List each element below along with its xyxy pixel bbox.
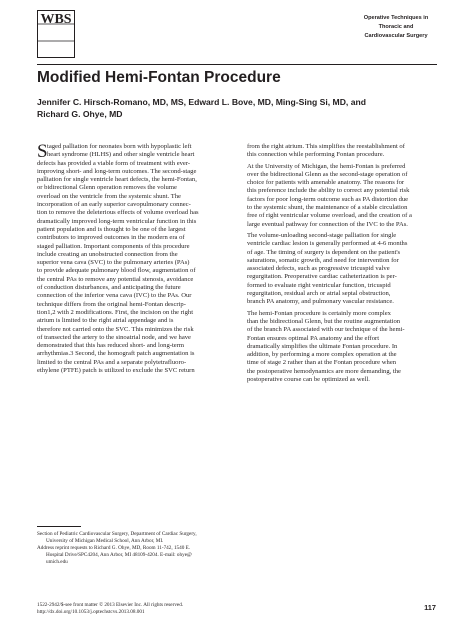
text-line: regurgitation, residual arch or atrial septal obstruction, [247, 290, 391, 298]
footnote-line: umich.edu [46, 558, 68, 565]
text-line: demonstrated that this has reduced short- and long-term [37, 342, 185, 350]
text-line: this connection while performing Fontan procedure. [247, 151, 385, 159]
article-title: Modified Hemi-Fontan Procedure [37, 69, 281, 86]
text-line: include creating an unobstructed connection from the [37, 250, 178, 258]
journal-line-3: Cardiovascular Surgery [364, 33, 428, 40]
text-line: from the right atrium. This simplifies the reestablishment of [247, 143, 405, 150]
text-line: the postoperative hemodynamics are more demanding, the [247, 367, 401, 375]
text-line: than the bidirectional Glenn, but the routine augmentation [247, 317, 401, 325]
text-line: therefore not carried onto the SVC. This minimizes the risk [37, 325, 194, 333]
text-line: saturations, somatic growth, and need for intervention for [247, 256, 399, 264]
text-line: defects has provided a viable form of treatment with ever- [37, 159, 191, 167]
text-line: of transected the artery to the sinoatrial node, and we have [37, 333, 191, 341]
text-line: contributors to improved outcomes in the modern era of [37, 234, 185, 242]
text-line: formed to evaluate right ventricular function, tricuspid [247, 281, 391, 289]
text-line: taged palliation for neonates born with hypoplastic left [47, 143, 192, 150]
authors-line-2: Richard G. Ohye, MD [37, 109, 123, 119]
doi-link[interactable]: http://dx.doi.org/10.1053/j.optechstcvs.2013.08.001 [37, 608, 145, 615]
text-line: heart syndrome (HLHS) and other single ventricle heart [47, 151, 195, 159]
text-line: of the branch PA associated with our technique of the hemi- [247, 326, 405, 334]
text-line: of conduction disturbances, and anticipating the future [37, 284, 181, 292]
text-line: or bidirectional Glenn operation removes the volume [37, 184, 177, 192]
footnote-line: University of Michigan Medical School, Ann Arbor, MI. [46, 537, 164, 544]
text-line: to provide adequate pulmonary blood flow, augmentation of [37, 267, 196, 275]
footnote-line: Address reprint requests to Richard G. Ohye, MD, Room 11-742, 1540 E. [37, 544, 191, 551]
authors-line-1: Jennifer C. Hirsch-Romano, MD, MS, Edward L. Bove, MD, Ming-Sing Si, MD, and [37, 97, 366, 107]
text-line: the central PAs to remove any potential stenosis, avoidance [37, 275, 194, 283]
text-line: postoperative course can be optimized as well. [247, 376, 370, 384]
logo-letters: WBS [40, 12, 72, 27]
text-line: The hemi-Fontan procedure is certainly more complex [247, 309, 391, 317]
right-paragraph-1 [247, 143, 437, 163]
text-line: At the University of Michigan, the hemi-Fontan is preferred [247, 162, 406, 170]
journal-line-1: Operative Techniques in [363, 15, 429, 21]
footnotes [37, 531, 237, 566]
text-line: The volume-unloading second-stage palliation for single [247, 231, 397, 239]
text-line: this preference include the ability to correct any potential risk [247, 187, 410, 195]
text-line: to the systemic shunt, the maintenance of a stable circulation [247, 204, 408, 212]
text-line: tion1,2 with 2 modifications. First, the incision on the right [37, 308, 194, 316]
text-line: large eventual pathway for connection of the IVC to the PAs. [247, 220, 408, 228]
text-line: ethylene (PTFE) patch is utilized to exclude the SVC return [37, 367, 195, 375]
page-number: 117 [424, 603, 436, 612]
text-line: ventricle cardiac lesion is generally performed at 4-6 months [247, 240, 408, 248]
right-paragraph-2 [247, 163, 437, 232]
text-line: dramatically simplifies the ultimate Fontan procedure. In [247, 342, 398, 350]
text-line: associated defects, such as progressive tricuspid valve [247, 265, 390, 273]
author-list [37, 96, 437, 120]
journal-line-2: Thoracic and [378, 24, 414, 31]
text-line: branch PA anatomy, and pulmonary vascular resistance. [247, 298, 394, 306]
text-line: incorporation of an early superior cavopulmonary connec- [37, 201, 191, 209]
header-rule [37, 64, 437, 65]
left-column [37, 143, 227, 375]
text-line: connection of the inferior vena cava (IVC) to the PAs. Our [37, 292, 192, 300]
journal-name [356, 14, 436, 42]
copyright-block [37, 602, 237, 616]
text-line: regurgitation. Preoperative cardiac catheterization is per- [247, 273, 397, 281]
text-line: technique differs from the original hemi-Fontan descrip- [37, 300, 186, 308]
copyright-text: 1522-2942/$-see front matter © 2013 Elsevier Inc. All rights reserved. [37, 602, 184, 608]
text-line: patient population and is thought to be one of the largest [37, 225, 186, 233]
text-line: factors for poor long-term outcome such as PA distortion due [247, 195, 409, 203]
right-paragraph-3 [247, 232, 437, 310]
text-line: arrhythmias.3 Second, the homograft patch augmentation is [37, 350, 195, 358]
text-line: addition, by performing a more complex operation at the [247, 351, 397, 359]
text-line: of age. The timing of surgery is dependent on the patient's [247, 248, 401, 256]
text-line: time of stage 2 rather than at the Fontan procedure when [247, 359, 397, 367]
text-line: improving short- and long-term outcomes. The second-stage [37, 167, 197, 175]
text-line: palliation for single ventricle heart defects, the hemi-Fontan, [37, 176, 197, 184]
text-line: choice for patients with amenable anatomy. The reasons for [247, 179, 405, 187]
text-line: overload on the ventricle from the systemic shunt. The [37, 192, 181, 200]
footnote-rule [37, 526, 81, 527]
text-line: atrium is limited to the right atrial appendage and is [37, 317, 174, 325]
footnote-line: Section of Pediatric Cardiovascular Surgery, Department of Cardiac Surgery, [37, 531, 197, 537]
left-column-body [37, 160, 227, 376]
left-column-first-lines [37, 143, 227, 160]
right-column [247, 143, 437, 384]
publisher-logo [37, 10, 75, 58]
text-line: tion to remove the deleterious effects of volume overload has [37, 209, 199, 217]
text-line: dramatically improved long-term ventricular function in this [37, 217, 197, 225]
text-line: staged palliation. Important components of this procedure [37, 242, 190, 250]
drop-cap: S [37, 141, 48, 162]
text-line: superior vena cava (SVC) to the pulmonary arteries (PAs) [37, 259, 190, 267]
text-line: limited to the central PAs and a separate polytetrafluoro- [37, 358, 187, 366]
text-line: Fontan ensures optimal PA anatomy and the effort [247, 334, 380, 342]
footnote-line: Hospital Drive/SPC4204, Ann Arbor, MI 48109-4204. E-mail: ohye@ [46, 551, 192, 558]
text-line: free of right ventricular volume overload, and the creation of a [247, 212, 412, 220]
right-paragraph-4 [247, 310, 437, 385]
text-line: over the bidirectional Glenn as the second-stage operation of [247, 170, 408, 178]
